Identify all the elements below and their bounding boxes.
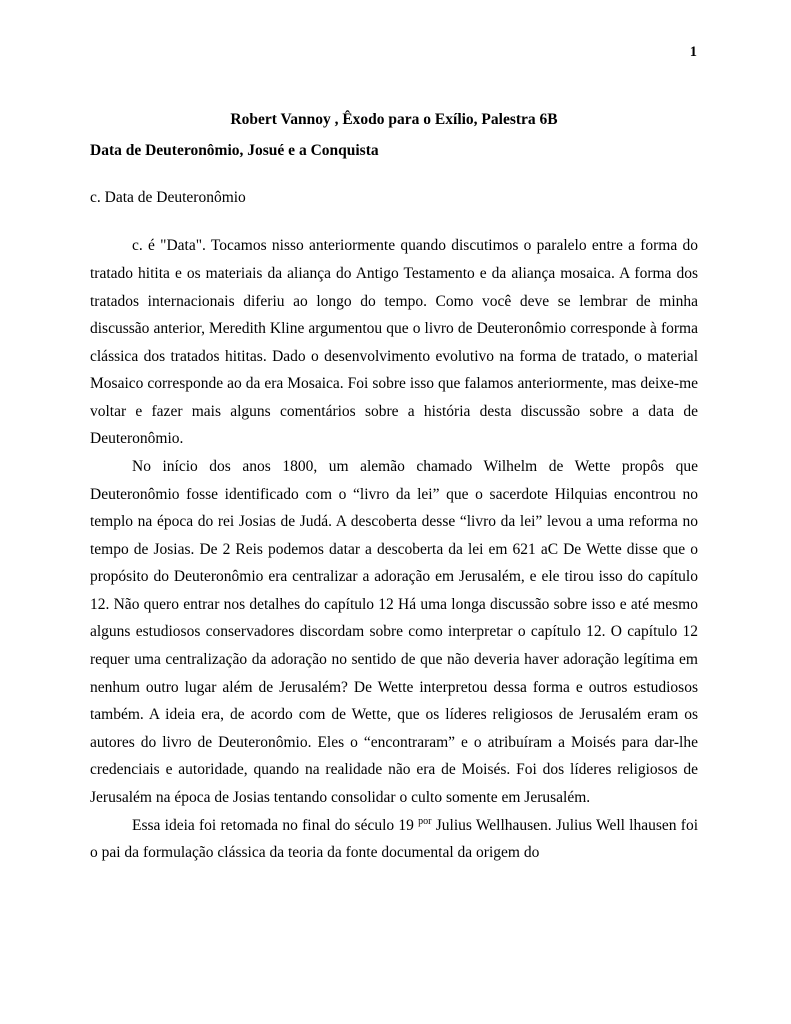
body-paragraph-2: No início dos anos 1800, um alemão chamado Wilhelm de Wette propôs que Deuteronômio fosse identificado com o “livro da lei” que o sacerdote Hilquias encontrou no templo na época do rei Josias de Judá. A descoberta desse “livro da lei” levou a uma reforma no tempo de Josias. De 2 Reis podemos datar a descoberta da lei em 621 aC De Wette disse que o propósito do Deuteronômio era centralizar a adoração em Jerusalém, e ele tirou isso do capítulo 12. Não quero entrar nos detalhes do capítulo 12 Há uma longa discussão sobre isso e até mesmo alguns estudiosos conservadores discordam sobre como interpretar o capítulo 12. O capítulo 12 requer uma centralização da adoração no sentido de que não deveria haver adoração legítima em nenhum outro lugar além de Jerusalém? De Wette interpretou dessa forma e outros estudiosos também. A ideia era, de acordo com de Wette, que os líderes religiosos de Jerusalém eram os autores do livro de Deuteronômio. Eles o “encontraram” e o atribuíram a Moisés para dar-lhe credenciais e autoridade, quando na realidade não era de Moisés. Foi dos líderes religiosos de Jerusalém na época de Josias tentando consolidar o culto somente em Jerusalém. [90, 458, 698, 806]
document-title-line-2: Data de Deuteronômio, Josué e a Conquista [90, 141, 379, 159]
section-heading: c. Data de Deuteronômio [90, 188, 246, 206]
final-paragraph-before-sup: Essa ideia foi retomada no final do século 19 [132, 816, 419, 834]
final-paragraph-superscript: por [418, 815, 432, 827]
document-content [90, 108, 698, 867]
final-paragraph-after-sup: Julius Wellhausen. Julius Well lhausen foi o pai da formulação clássica da teoria da fonte documental da origem do [90, 816, 698, 862]
body-paragraph-3 [90, 812, 698, 867]
document-title-line-1: Robert Vannoy , Êxodo para o Exílio, Palestra 6B [230, 111, 558, 128]
body-paragraph-1: c. é "Data". Tocamos nisso anteriormente quando discutimos o paralelo entre a forma do tratado hitita e os materiais da aliança do Antigo Testamento e da aliança mosaica. A forma dos tratados internacionais diferiu ao longo do tempo. Como você deve se lembrar de minha discussão anterior, Meredith Kline argumentou que o livro de Deuteronômio corresponde à forma clássica dos tratados hititas. Dado o desenvolvimento evolutivo na forma de tratado, o material Mosaico corresponde ao da era Mosaica. Foi sobre isso que falamos anteriormente, mas deixe-me voltar e fazer mais alguns comentários sobre a história desta discussão sobre a data de Deuteronômio. [90, 237, 698, 448]
page-number: 1 [689, 44, 697, 60]
